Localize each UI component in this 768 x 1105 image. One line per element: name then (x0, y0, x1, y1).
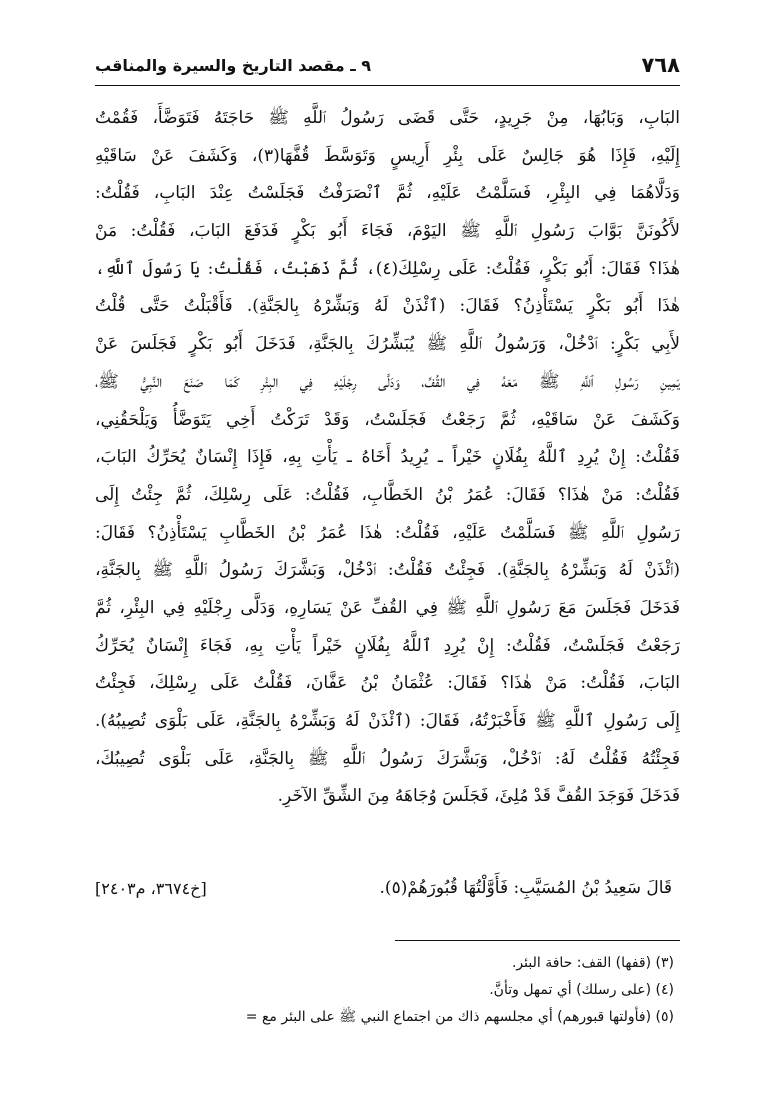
text-line: فَقُلْتُ: مَنْ هٰذَا؟ فَقَالَ: عُمَرُ بْنُ الخَطَّابِ، فَقُلْتُ: عَلَى رِسْلِكَ، ثُمَّ جِئْتُ إِلَى (95, 484, 680, 505)
footnote-rule (395, 940, 680, 941)
text-line: رَجَعْتُ فَجَلَسْتُ، فَقُلْتُ: إِنْ يُرِدِ ٱللَّهُ بِفُلَانٍ خَيْراً يَأْتِ بِهِ، فَجَاءَ إِنْسَانٌ يُحَرِّكُ (95, 635, 680, 656)
text-line: فَدَخَلَ فَوَجَدَ القُفَّ قَدْ مُلِئَ، فَجَلَسَ وُجَاهَهُ مِنَ الشِّقِّ الآخَرِ. (277, 786, 680, 807)
footnote: (٣) (قفها) القف: حافة البئر. (511, 955, 674, 971)
text-line: لأَكُونَنَّ بَوَّابَ رَسُولِ ٱللَّهِ ﷺ اليَوْمَ، فَجَاءَ أَبُو بَكْرٍ فَدَفَعَ البَابَ، فَقُلْتُ: مَنْ (95, 221, 680, 242)
text-line: إِلَى رَسُولِ ٱللَّهِ ﷺ فَأَخْبَرْتُهُ، فَقَالَ: (ٱئْذَنْ لَهُ وَبَشِّرْهُ بِالجَنَّةِ، عَلَى بَلْوَى تُصِيبُهُ). (95, 711, 680, 731)
footnote: (٤) (على رسلك) أي تمهل وتأنَّ. (489, 982, 674, 998)
text-line: (ٱئْذَنْ لَهُ وَبَشِّرْهُ بِالجَنَّةِ). فَجِئْتُ فَقُلْتُ: ٱدْخُلْ، وَبَشَّرَكَ رَسُولُ ٱللَّهِ ﷺ بِالجَنَّةِ، (95, 560, 680, 581)
text-line: وَدَلَّاهُمَا فِي البِئْرِ، فَسَلَّمْتُ عَلَيْهِ، ثُمَّ ٱنْصَرَفْتُ فَجَلَسْتُ عِنْدَ البَابِ، فَقُلْتُ: (95, 183, 680, 204)
text-line: هٰذَا؟ فَقَالَ: أَبُو بَكْرٍ، فَقُلْتُ: عَلَى رِسْلِكَ(٤)، ثُمَّ ذَهَبْتُ، فَقُلْتُ: يَا رَسُولَ ٱللَّهِ، (95, 258, 680, 279)
page-header (95, 48, 680, 82)
hadith-text (95, 100, 680, 816)
text-line: هٰذَا أَبُو بَكْرٍ يَسْتَأْذِنُ؟ فَقَالَ: (ٱئْذَنْ لَهُ وَبَشِّرْهُ بِالجَنَّةِ). فَأَقْبَلْتُ حَتَّى قُلْتُ (95, 296, 680, 317)
running-title: ٩ ـ مقصد التاريخ والسيرة والمناقب (95, 55, 372, 75)
text-line: البَابِ، وَبَابُهَا، مِنْ جَرِيدٍ، حَتَّى قَضَى رَسُولُ ٱللَّهِ ﷺ حَاجَتَهُ فَتَوَضَّأَ، فَقُمْتُ (95, 108, 680, 128)
text-line: فَجِئْتُهُ فَقُلْتُ لَهُ: ٱدْخُلْ، وَبَشَّرَكَ رَسُولُ ٱللَّهِ ﷺ بِالجَنَّةِ، عَلَى بَلْوَى تُصِيبُكَ، (95, 748, 680, 769)
text-line: وَكَشَفَ عَنْ سَاقَيْهِ، ثُمَّ رَجَعْتُ فَجَلَسْتُ، وَقَدْ تَرَكْتُ أَخِي يَتَوَضَّأُ وَيَلْحَقُنِي، (95, 409, 680, 430)
footnotes (95, 950, 680, 1031)
header-rule (95, 85, 680, 86)
text-line: يَمِينِ رَسُولِ ٱللَّهِ ﷺ مَعَهُ فِي القُفِّ، وَدَلَّى رِجْلَيْهِ فِي البِئْرِ كَمَا صَنَعَ النَّبِيُّ ﷺ، (95, 371, 680, 392)
text-line: لأَبِي بَكْرٍ: ٱدْخُلْ، وَرَسُولُ ٱللَّهِ ﷺ يُبَشِّرُكَ بِالجَنَّةِ، فَدَخَلَ أَبُو بَكْرٍ فَجَلَسَ عَنْ (95, 334, 680, 355)
text-line: فَقُلْتُ: إِنْ يُرِدِ ٱللَّهُ بِفُلَانٍ خَيْراً ـ يُرِيدُ أَخَاهُ ـ يَأْتِ بِهِ، فَإِذَا إِنْسَانٌ يُحَرِّكُ البَابَ، (95, 447, 680, 468)
quote-text: قَالَ سَعِيدُ بْنُ المُسَيَّبِ: فَأَوَّلْتُهَا قُبُورَهُمْ(٥). (379, 878, 672, 898)
text-line: فَدَخَلَ فَجَلَسَ مَعَ رَسُولِ ٱللَّهِ ﷺ فِي القُفِّ عَنْ يَسَارِهِ، وَدَلَّى رِجْلَيْهِ فِي البِئْرِ، ثُمَّ (95, 597, 680, 618)
footnote: (٥) (فأولتها قبورهم) أي مجلسهم ذاك من اجتماع النبي ﷺ على البئر مع = (245, 1009, 674, 1025)
text-line: إِلَيْهِ، فَإِذَا هُوَ جَالِسٌ عَلَى بِئْرِ أَرِيسٍ وَتَوَسَّطَ قُفَّهَا(٣)، وَكَشَفَ عَنْ سَاقَيْهِ (95, 145, 680, 166)
text-line: البَابَ، فَقُلْتُ: مَنْ هٰذَا؟ فَقَالَ: عُثْمَانُ بْنُ عَفَّانَ، فَقُلْتُ عَلَى رِسْلِكَ، فَجِئْتُ (95, 673, 680, 694)
closing-quote (95, 868, 680, 908)
hadith-reference: [خ٣٦٧٤، م٢٤٠٣] (95, 878, 207, 898)
page-number: ٧٦٨ (641, 53, 680, 77)
text-line: رَسُولِ ٱللَّهِ ﷺ فَسَلَّمْتُ عَلَيْهِ، فَقُلْتُ: هٰذَا عُمَرُ بْنُ الخَطَّابِ يَسْتَأْذِنُ؟ فَقَالَ: (95, 522, 680, 543)
